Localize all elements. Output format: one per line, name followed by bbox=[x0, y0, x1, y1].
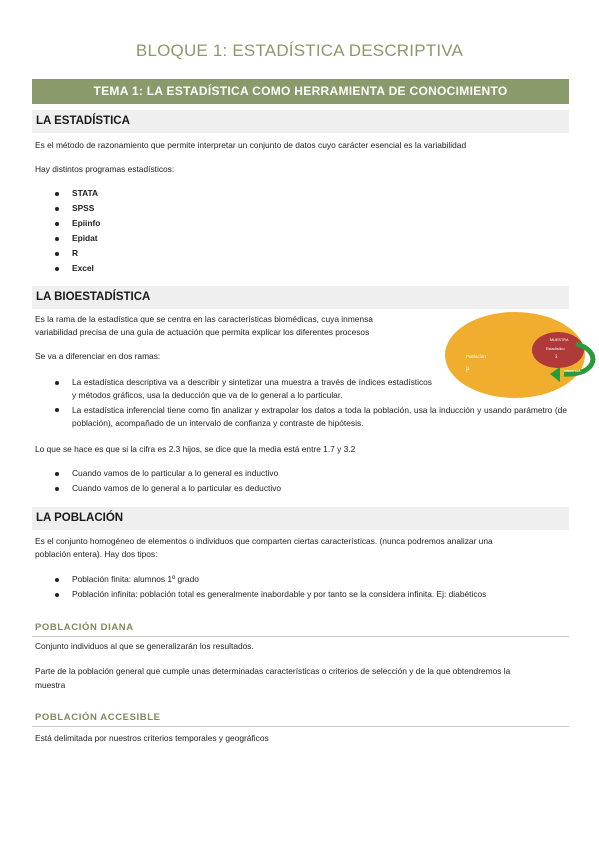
population-label: Población bbox=[466, 354, 486, 359]
sample-label: Estadístico bbox=[546, 347, 565, 351]
list-item: Cuando vamos de lo particular a lo general es inductivo bbox=[72, 468, 279, 478]
list-item: Población infinita: población total es generalmente inabordable y por tanto se la considera infinita. Ej: diabéticos bbox=[72, 589, 487, 599]
inference-label: inferencia bbox=[564, 369, 581, 373]
programs-intro: Hay distintos programas estadísticos: bbox=[35, 164, 175, 174]
sample-heading: MUESTRA bbox=[550, 338, 569, 342]
divider bbox=[32, 636, 569, 637]
poblacion-diana-text: Conjunto individuos al que se generalizarán los resultados. bbox=[35, 641, 254, 651]
list-item: STATA bbox=[72, 188, 99, 198]
list-item: Población finita: alumnos 1º grado bbox=[72, 574, 199, 584]
estadistica-definition: Es el método de razonamiento que permite interpretar un conjunto de datos cuyo carácter esencial es la variabilidad bbox=[35, 140, 467, 150]
poblacion-diana-text-line: muestra bbox=[35, 680, 66, 690]
poblacion-accesible-text: Está delimitada por nuestros criterios temporales y geográficos bbox=[35, 733, 269, 743]
bullet bbox=[55, 381, 59, 385]
divider bbox=[32, 726, 569, 727]
page-title: BLOQUE 1: ESTADÍSTICA DESCRIPTIVA bbox=[135, 41, 464, 60]
bullet bbox=[55, 578, 59, 582]
list-item: La estadística inferencial tiene como fin analizar y extrapolar los datos a toda la población, usa la inducción y usando parámetro (de población), acompañado de un intervalo de confianza y contraste de hipótesis. bbox=[72, 405, 567, 428]
bullet bbox=[55, 192, 59, 196]
bullet bbox=[55, 207, 59, 211]
bullet bbox=[55, 267, 59, 271]
list-item: R bbox=[72, 248, 79, 258]
population-sample-diagram bbox=[440, 310, 599, 400]
bullet bbox=[55, 408, 59, 412]
bioestadistica-example: Lo que se hace es que si la cifra es 2.3 hijos, se dice que la media está entre 1.7 y 3.2 bbox=[35, 444, 356, 454]
theme-banner: TEMA 1: LA ESTADÍSTICA COMO HERRAMIENTA DE CONOCIMIENTO bbox=[32, 79, 569, 104]
list-item: Cuando vamos de lo general a lo particular es deductivo bbox=[72, 483, 282, 493]
poblacion-diana-text-line: Parte de la población general que cumple unas determinadas características o criterios de selección y de la que obtendremos la bbox=[35, 666, 511, 676]
section-heading-poblacion: LA POBLACIÓN bbox=[32, 507, 569, 530]
list-item: Excel bbox=[72, 263, 94, 273]
bioestadistica-definition-line: Es la rama de la estadística que se centra en las características biomédicas, cuya inmensa bbox=[35, 314, 373, 324]
bullet bbox=[55, 487, 59, 491]
list-item: SPSS bbox=[72, 203, 95, 213]
bullet bbox=[55, 252, 59, 256]
bullet bbox=[55, 237, 59, 241]
subsection-heading-poblacion-accesible: POBLACIÓN ACCESIBLE bbox=[35, 712, 161, 723]
list-item: Epidat bbox=[72, 233, 98, 243]
subsection-heading-poblacion-diana: POBLACIÓN DIANA bbox=[35, 622, 134, 633]
bullet bbox=[55, 593, 59, 597]
list-item: La estadística descriptiva va a describir y sintetizar una muestra a través de índices estadísticos y métodos gráficos, usa la deducción que va de lo general a lo particular. bbox=[72, 377, 432, 400]
branches-intro: Se va a diferenciar en dos ramas: bbox=[35, 351, 161, 361]
list-item: Epiinfo bbox=[72, 218, 101, 228]
section-heading-estadistica: LA ESTADÍSTICA bbox=[32, 110, 569, 133]
sample-symbol: x̄ bbox=[555, 355, 558, 360]
bioestadistica-definition-line: variabilidad precisa de una guía de actuación que permita explicar los diferentes procesos bbox=[35, 327, 370, 337]
bullet bbox=[55, 222, 59, 226]
bullet bbox=[55, 472, 59, 476]
poblacion-definition-line: Es el conjunto homogéneo de elementos o individuos que comparten ciertas características. (nunca podremos analizar una bbox=[35, 536, 493, 546]
section-heading-bioestadistica: LA BIOESTADÍSTICA bbox=[32, 286, 569, 309]
population-mu: μ bbox=[466, 364, 470, 372]
poblacion-definition-line: población entera). Hay dos tipos: bbox=[35, 549, 158, 559]
